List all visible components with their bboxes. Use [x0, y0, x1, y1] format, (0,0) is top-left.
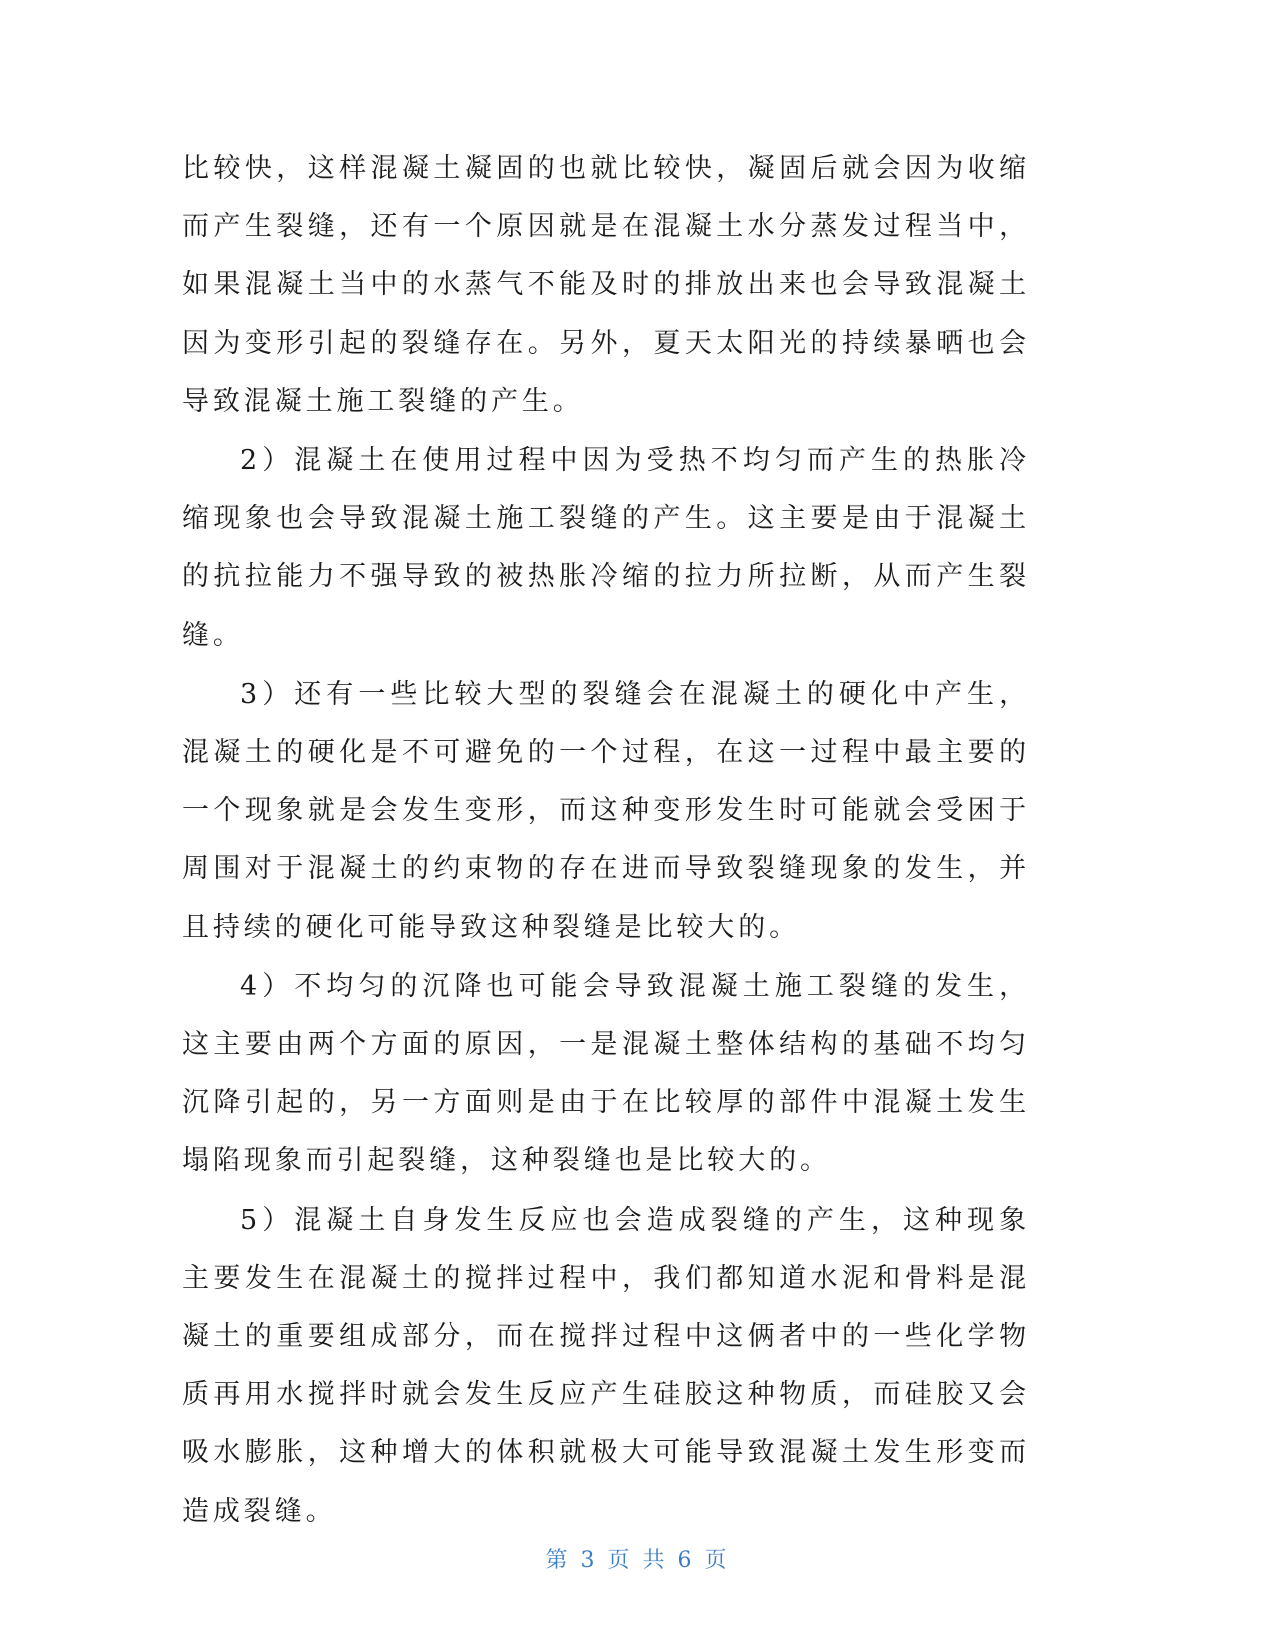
paragraph-continuation: 比较快，这样混凝土凝固的也就比较快，凝固后就会因为收缩而产生裂缝，还有一个原因就是在混凝土水分蒸发过程当中，如果混凝土当中的水蒸气不能及时的排放出来也会导致混凝土因为变形引起的裂缝存在。另外，夏天太阳光的持续暴晒也会导致混凝土施工裂缝的产生。 [182, 153, 1030, 417]
paragraph-item-4: 4）不均匀的沉降也可能会导致混凝土施工裂缝的发生，这主要由两个方面的原因，一是混凝土整体结构的基础不均匀沉降引起的，另一方面则是由于在比较厚的部件中混凝土发生塌陷现象而引起裂缝，这种裂缝也是比较大的。 [182, 970, 1030, 1177]
page-number-footer: 第 3 页 共 6 页 [545, 1548, 730, 1573]
document-body [182, 140, 1030, 1542]
paragraph-item-3: 3）还有一些比较大型的裂缝会在混凝土的硬化中产生，混凝土的硬化是不可避免的一个过程，在这一过程中最主要的一个现象就是会发生变形，而这种变形发生时可能就会受困于周围对于混凝土的约束物的存在进而导致裂缝现象的发生，并且持续的硬化可能导致这种裂缝是比较大的。 [182, 678, 1030, 943]
paragraph-item-5: 5）混凝土自身发生反应也会造成裂缝的产生，这种现象主要发生在混凝土的搅拌过程中，我们都知道水泥和骨料是混凝土的重要组成部分，而在搅拌过程中这俩者中的一些化学物质再用水搅拌时就会发生反应产生硅胶这种物质，而硅胶又会吸水膨胀，这种增大的体积就极大可能导致混凝土发生形变而造成裂缝。 [182, 1204, 1030, 1527]
paragraph-item-2: 2）混凝土在使用过程中因为受热不均匀而产生的热胀冷缩现象也会导致混凝土施工裂缝的产生。这主要是由于混凝土的抗拉能力不强导致的被热胀冷缩的拉力所拉断，从而产生裂缝。 [182, 445, 1030, 651]
